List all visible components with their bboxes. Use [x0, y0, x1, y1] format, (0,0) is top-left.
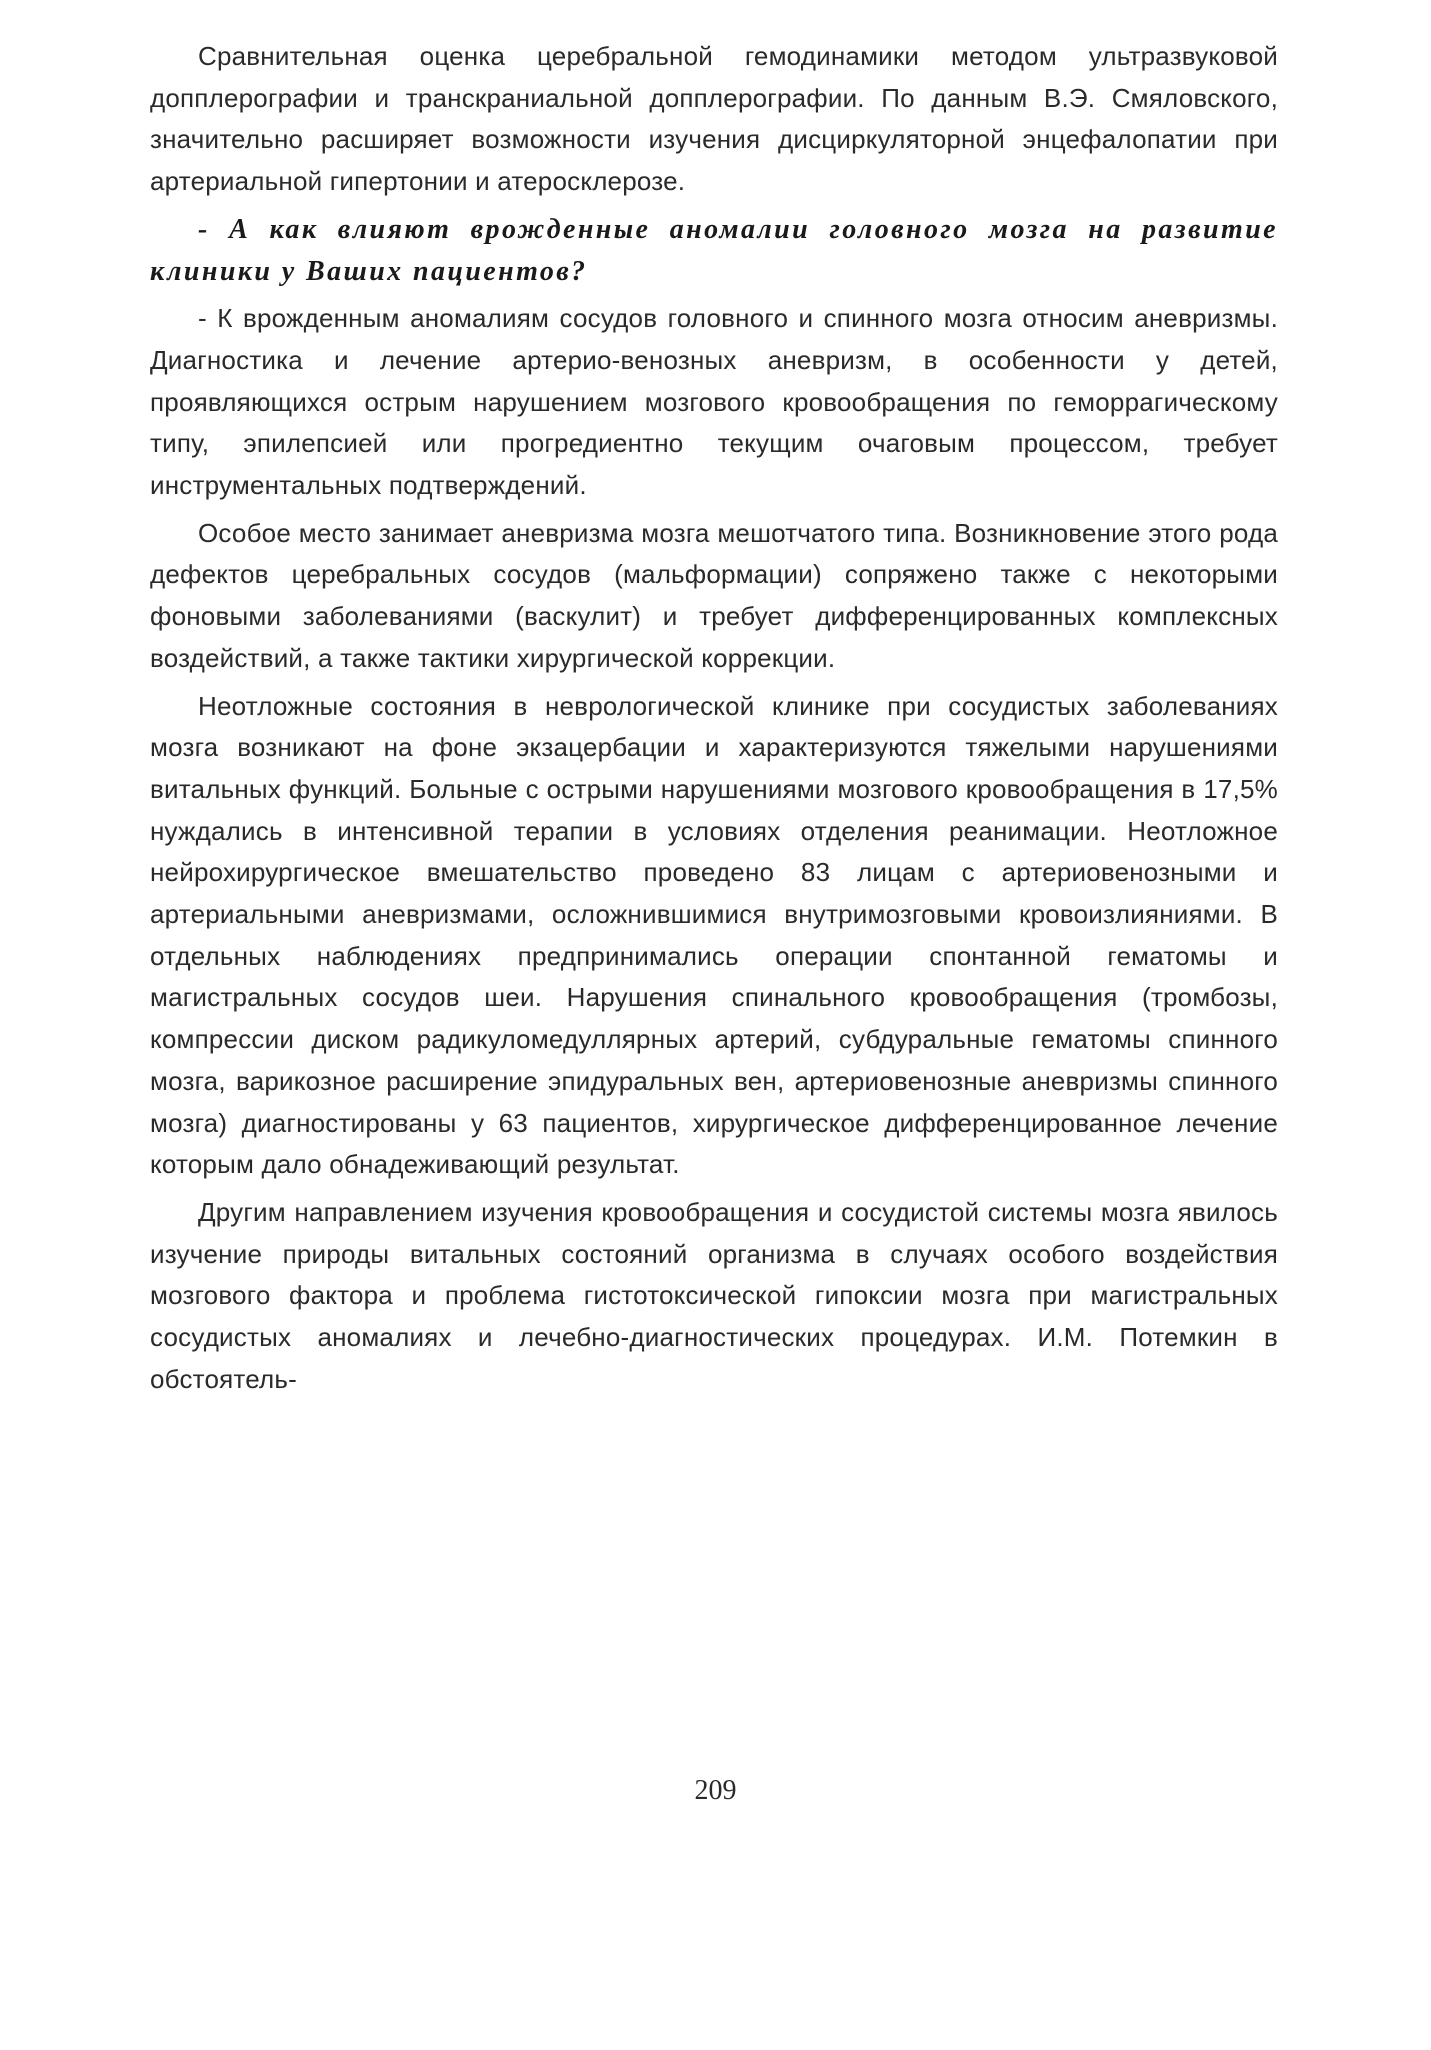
paragraph-congenital-anomalies: - К врожденным аномалиям сосудов головного и спинного мозга относим аневризмы. Диагностика и лечение артерио-венозных аневризм, в особенности у детей, проявляющихся острым нарушением мозгового кровообращения по геморрагическому типу, эпилепсией или прогредиентно текущим очаговым процессом, требует инструментальных подтверждений.: [150, 303, 1278, 501]
paragraph-saccular-aneurysm: Особое место занимает аневризма мозга мешотчатого типа. Возникновение этого рода дефектов церебральных сосудов (мальформации) сопряжено также с некоторыми фоновыми заболеваниями (васкулит) и требует дифференцированных комплексных воздействий, а также тактики хирургической коррекции.: [150, 517, 1278, 673]
page-number: 209: [694, 1775, 737, 1806]
interview-question: - А как влияют врожденные аномалии головного мозга на развитие клиники у Ваших пациентов?: [150, 213, 1278, 287]
paragraph-emergency-states: Неотложные состояния в неврологической клинике при сосудистых заболеваниях мозга возникают на фоне экзацербации и характеризуются тяжелыми нарушениями витальных функций. Больные с острыми нарушениями мозгового кровообращения в 17,5% нуждались в интенсивной терапии в условиях отделения реанимации. Неотложное нейрохирургическое вмешательство проведено 83 лицам с артериовенозными и артериальными аневризмами, осложнившимися внутримозговыми кровоизлияниями. В отдельных наблюдениях предпринимались операции спонтанной гематомы и магистральных сосудов шеи. Нарушения спинального кровообращения (тромбозы, компрессии диском радикуломедуллярных артерий, субдуральные гематомы спинного мозга, варикозное расширение эпидуральных вен, артериовенозные аневризмы спинного мозга) диагностированы у 63 пациентов, хирургическое дифференцированное лечение которым дало обнадеживающий результат.: [150, 690, 1278, 1180]
paragraph-hemodynamics: Сравнительная оценка церебральной гемодинамики методом ультразвуковой допплерографии и транскраниальной допплерографии. По данным В.Э. Смяловского, значительно расширяет возможности изучения дисциркуляторной энцефалопатии при артериальной гипертонии и атеросклерозе.: [150, 41, 1278, 197]
paragraph-vital-states: Другим направлением изучения кровообращения и сосудистой системы мозга явилось изучение природы витальных состояний организма в случаях особого воздействия мозгового фактора и проблема гистотоксической гипоксии мозга при магистральных сосудистых аномалиях и лечебно-диагностических процедурах. И.М. Потемкин в обстоятель-: [150, 1196, 1278, 1394]
body-text: [150, 36, 1278, 1407]
